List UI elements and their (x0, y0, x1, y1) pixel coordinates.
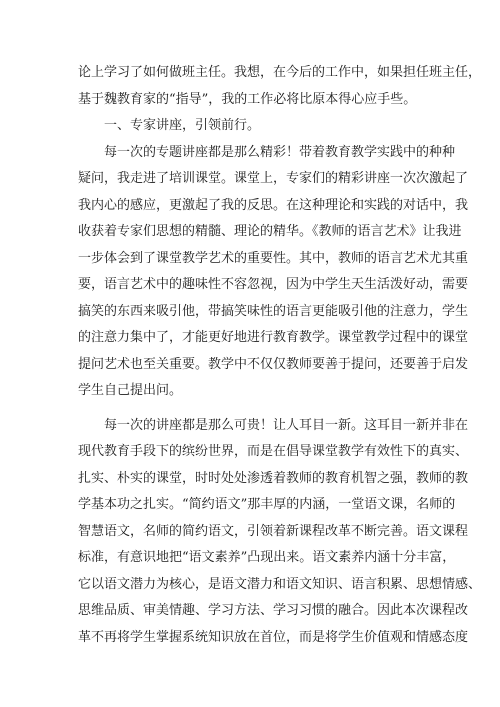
text-line: 思维品质、审美情趣、学习方法、学习习惯的融合。因此本次课程改 (78, 603, 469, 618)
text-line: 疑问，我走进了培训课堂。课堂上，专家们的精彩讲座一次次激起了 (78, 171, 469, 186)
text-line: 每一次的专题讲座都是那么精彩！带着教育教学实践中的种种 (104, 144, 456, 160)
text-line: 学基本功之扎实。“简约语文”那丰厚的内涵，一堂语文课，名师的 (78, 497, 456, 512)
lectures-paragraph (78, 140, 469, 405)
text-line: 现代教育手段下的缤纷世界，而是在倡导课堂教学有效性下的真实、 (78, 444, 469, 459)
valuable-paragraph (78, 413, 482, 652)
text-line: 每一次的讲座都是那么可贵！让人耳目一新。这耳目一新并非在 (104, 417, 469, 433)
text-line: 搞笑的东西来吸引他，带搞笑味性的语言更能吸引他的注意力，学生 (78, 303, 469, 319)
text-line: 一步体会到了课堂教学艺术的重要性。其中，教师的语言艺术尤其重 (78, 250, 469, 266)
section-heading-text: 一、专家讲座，引领前行。 (104, 118, 261, 133)
text-line: 我内心的感应，更激起了我的反思。在这种理论和实践的对话中，我 (78, 197, 469, 213)
document-body (78, 60, 482, 651)
text-line: 革不再将学生掌握系统知识放在首位，而是将学生价值观和情感态度 (78, 629, 469, 645)
paragraph-gap (78, 405, 424, 413)
text-line: 扎实、朴实的课堂，时时处处渗透着教师的教育机智之强，教师的教 (78, 470, 469, 486)
intro-continuation-paragraph (78, 60, 482, 113)
text-line: 要，语言艺术中的趣味性不容忽视，因为中学生天生活泼好动，需要 (78, 277, 469, 292)
text-line: 提问艺术也至关重要。教学中不仅仅教师要善于提问，还要善于启发 (78, 356, 469, 372)
text-line: 基于魏教育家的“指导”，我的工作必将比原本得心应手些。 (78, 91, 417, 107)
text-line: 论上学习了如何做班主任。我想，在今后的工作中，如果担任班主任， (78, 65, 482, 80)
text-line: 它以语文潜力为核心，是语文潜力和语文知识、语言积累、思想情感、 (78, 576, 482, 592)
text-line: 收获着专家们思想的精髓、理论的精华。《教师的语言艺术》让我进 (78, 224, 462, 239)
text-line: 智慧语文，名师的简约语文，引领着新课程改革不断完善。语文课程 (78, 523, 469, 539)
text-line: 标准，有意识地把“语文素养”凸现出来。语文素养内涵十分丰富， (78, 550, 456, 565)
text-line: 的注意力集中了，才能更好地进行教育教学。课堂教学过程中的课堂 (78, 330, 469, 345)
text-line: 学生自己提出问。 (78, 383, 183, 398)
section-heading (78, 113, 424, 140)
